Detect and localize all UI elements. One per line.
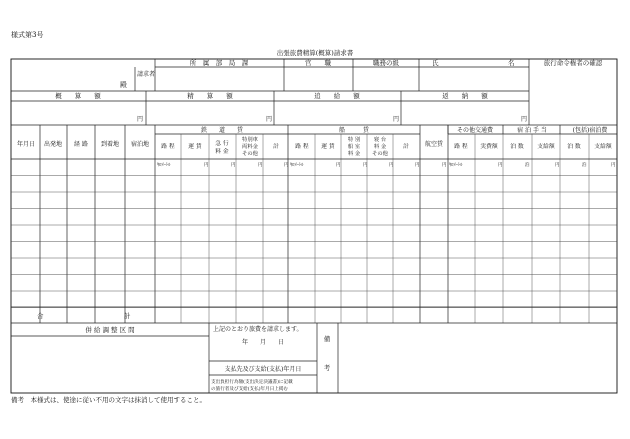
dono-label: 殿	[120, 81, 127, 89]
position-label: 官 職	[305, 59, 331, 67]
nights-unit: 泊	[582, 163, 587, 168]
estimate-amount-label: 概 算 額	[55, 92, 101, 100]
nights-header: 泊 数	[510, 144, 524, 150]
name-label-right: 名	[508, 59, 515, 67]
express-header-2: 料 金	[215, 149, 229, 155]
additional-pay-label: 追 給 額	[314, 92, 360, 100]
rail-distance-header: 路 程	[161, 144, 175, 150]
yen-unit: 円	[611, 163, 616, 168]
berth-header-2: 料 金	[373, 144, 387, 150]
request-statement: 上記のとおり旅費を請求します。	[213, 326, 303, 333]
yen-unit: 円	[442, 163, 447, 168]
km-unit: ｷﾛﾒｰﾄﾙ	[290, 163, 304, 168]
pack-nights-header: 泊 数	[567, 144, 581, 150]
form-title: 出張旅費精算(概算)請求書	[276, 49, 354, 57]
departure-header: 出発地	[43, 141, 63, 148]
form-frame	[11, 59, 617, 393]
refund-amount-label: 返 納 額	[442, 92, 488, 100]
note-line-2: の旅行者及び支給(支払)年月日上掲む	[211, 387, 289, 392]
form-number: 様式第3号	[11, 31, 44, 39]
other-distance-header: 路 程	[454, 144, 468, 150]
room-header-1: 特 別	[347, 137, 361, 143]
nights-unit: 泊	[525, 163, 530, 168]
yen-unit: 円	[498, 163, 503, 168]
rail-total-header: 計	[273, 144, 279, 150]
yen-unit: 円	[521, 116, 528, 123]
note-line-1: 支出負担行為額(支出決定決議書)に記載	[211, 380, 293, 385]
yen-unit: 円	[284, 163, 289, 168]
special-car-header-2: 両料金	[242, 144, 258, 150]
claimant-label: 請求者	[137, 71, 156, 78]
total-label-right: 計	[124, 312, 131, 320]
yen-unit: 円	[555, 163, 560, 168]
rail-fare-header: 鉄 道 賃	[200, 127, 244, 134]
package-lodging-header: (包括)宿泊費	[572, 127, 608, 134]
air-fare-header: 航空賃	[424, 141, 444, 148]
pack-paid-header: 支給額	[594, 144, 612, 150]
yen-unit: 円	[336, 163, 341, 168]
rail-fare-sub-header: 運 賃	[188, 144, 202, 150]
grade-label: 職務の級	[373, 59, 399, 67]
lodging-place-header: 宿泊地	[130, 141, 150, 148]
room-header-3: 料 金	[347, 151, 361, 157]
adjustment-section-label: 併 給 調 整 区 間	[85, 326, 135, 334]
berth-header-3: その他	[372, 151, 388, 157]
room-header-2: 船 室	[347, 144, 361, 150]
payee-date-label: 支払先及び支給(支払)年月日	[224, 366, 302, 373]
allowance-paid-header: 支給額	[537, 144, 555, 150]
yen-unit: 円	[258, 163, 263, 168]
special-car-header-3: その他	[242, 151, 258, 157]
ship-total-header: 計	[403, 144, 409, 150]
ship-fare-header: 船 賃	[338, 127, 370, 134]
arrival-header: 到着地	[100, 141, 120, 148]
order-confirm-label: 旅行命令権者の確認	[543, 59, 603, 67]
yen-unit: 円	[363, 163, 368, 168]
other-actual-header: 実費額	[480, 144, 498, 150]
km-unit: ｷﾛﾒｰﾄﾙ	[157, 163, 171, 168]
km-unit: ｷﾛﾒｰﾄﾙ	[449, 163, 463, 168]
remarks-label-1: 備	[323, 335, 331, 343]
ship-fare-sub-header: 運 賃	[321, 144, 335, 150]
berth-header-1: 寝 台	[373, 137, 387, 143]
yen-unit: 円	[137, 116, 144, 123]
other-transport-header: その他交通費	[456, 127, 494, 134]
lodging-allowance-header: 宿 泊 手 当	[517, 127, 547, 134]
date-header: 年月日	[16, 141, 36, 148]
ship-distance-header: 路 程	[295, 144, 309, 150]
yen-unit: 円	[389, 163, 394, 168]
express-header-1: 急 行	[215, 141, 229, 147]
special-car-header-1: 特別車	[242, 137, 258, 143]
yen-unit: 円	[204, 163, 209, 168]
route-header: 経 路	[74, 141, 88, 148]
yen-unit: 円	[266, 116, 273, 123]
request-date-label: 年 月 日	[241, 339, 285, 346]
remarks-label-2: 考	[323, 364, 331, 372]
dept-label: 所 属 部 局 課	[189, 59, 249, 67]
yen-unit: 円	[231, 163, 236, 168]
yen-unit: 円	[415, 163, 420, 168]
settled-amount-label: 精 算 額	[187, 92, 233, 100]
name-label-left: 氏	[432, 59, 439, 67]
total-label-left: 合	[37, 312, 44, 320]
yen-unit: 円	[393, 116, 400, 123]
footnote: 備考 本様式は、使途に従い不用の文字は抹消して使用すること。	[11, 396, 206, 404]
